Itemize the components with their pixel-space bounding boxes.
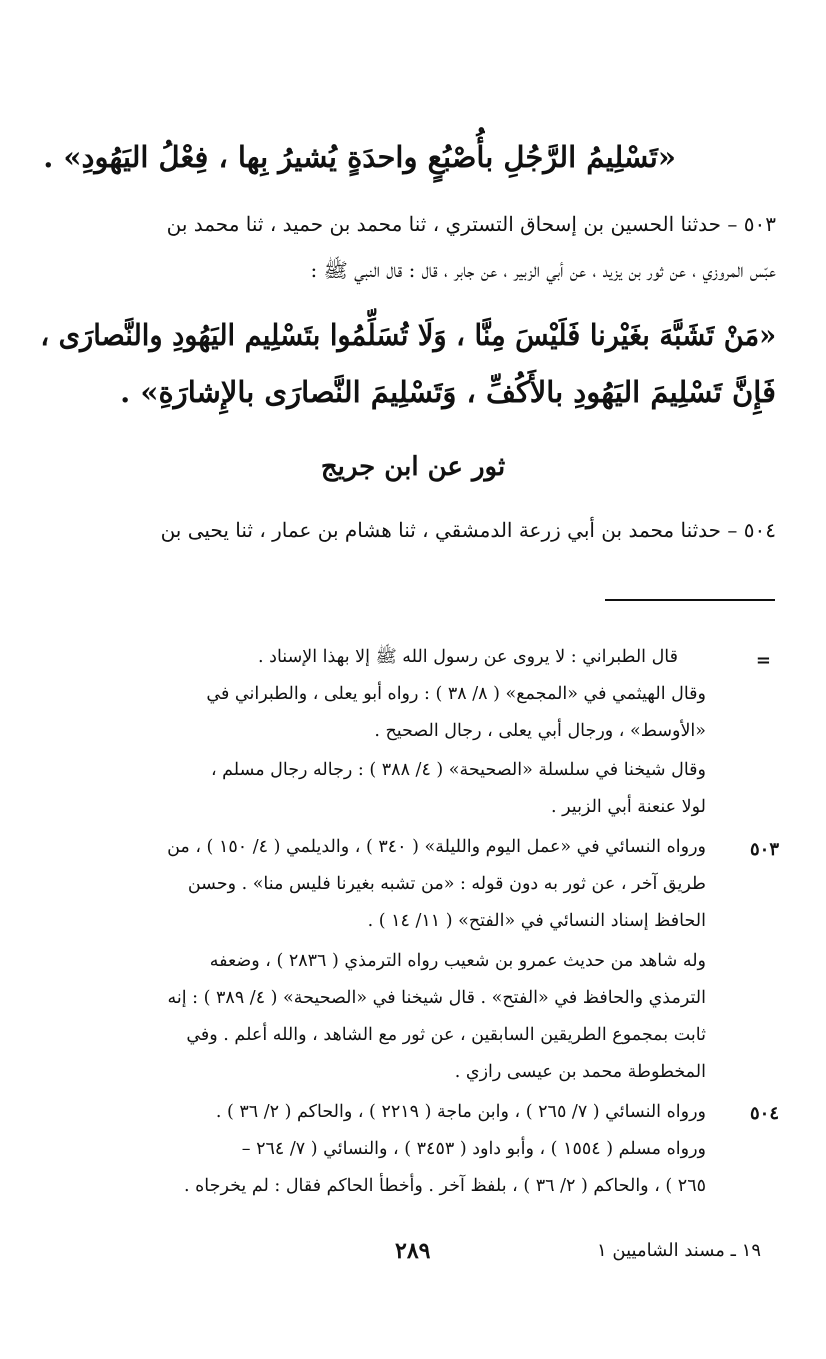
footnote-line: قال الطبراني : لا يروى عن رسول الله ﷺ إلا بهذا الإسناد . [258,647,678,667]
footnote-line: ورواه مسلم ( ١٥٥٤ ) ، وأبو داود ( ٣٤٥٣ ) ، والنسائي ( ٧/ ٢٦٤ – [241,1139,706,1159]
footnote-marker: ٥٠٤ [749,1103,779,1124]
footnote-line: وقال الهيثمي في «المجمع» ( ٨/ ٣٨ ) : رواه أبو يعلى ، والطبراني في [206,684,706,704]
page-number: ٢٨٩ [395,1238,431,1264]
footnote-line: وقال شيخنا في سلسلة «الصحيحة» ( ٤/ ٣٨٨ ) : رجاله رجال مسلم ، [210,760,706,780]
footnote-line: الحافظ إسناد النسائي في «الفتح» ( ١١/ ١٤ ) . [367,911,706,931]
footnote-line: ورواه النسائي ( ٧/ ٢٦٥ ) ، وابن ماجة ( ٢٢١٩ ) ، والحاكم ( ٢/ ٣٦ ) . [215,1102,706,1122]
footnote-line: «الأوسط» ، ورجال أبي يعلى ، رجال الصحيح . [374,721,706,741]
footnote-line: ثابت بمجموع الطريقين السابقين ، عن ثور مع الشاهد ، والله أعلم . وفي [186,1025,706,1045]
hadith-chain-line: ٥٠٤ – حدثنا محمد بن أبي زرعة الدمشقي ، ثنا هشام بن عمار ، ثنا يحيى بن [160,518,776,542]
hadith-chain-line: ٥٠٣ – حدثنا الحسين بن إسحاق التستري ، ثنا محمد بن حميد ، ثنا محمد بن [166,212,776,236]
hadith-text-line: «تَسْلِيمُ الرَّجُلِ بأُصْبُعٍ واحدَةٍ يُشيرُ بِها ، فِعْلُ اليَهُودِ» . [43,140,676,174]
hadith-text-line: فَإِنَّ تَسْلِيمَ اليَهُودِ بالأَكُفِّ ، وَتَسْلِيمَ النَّصارَى بالإِشارَةِ» . [120,375,776,409]
footnote-line: طريق آخر ، عن ثور به دون قوله : «من تشبه بغيرنا فليس منا» . وحسن [187,874,706,894]
footnote-line: ورواه النسائي في «عمل اليوم والليلة» ( ٣٤٠ ) ، والديلمي ( ٤/ ١٥٠ ) ، من [167,837,706,857]
footnote-line: لولا عنعنة أبي الزبير . [551,797,706,817]
signature-mark: ١٩ ـ مسند الشاميين ١ [597,1240,761,1261]
footnote-marker: = [755,650,771,671]
footnote-separator [605,599,775,601]
footnote-line: ٢٦٥ ) ، والحاكم ( ٢/ ٣٦ ) ، بلفظ آخر . وأخطأ الحاكم فقال : لم يخرجاه . [184,1176,706,1196]
hadith-chain-line: عبّس المروزي ، عن ثور بن يزيد ، عن أبي الزبير ، عن جابر ، قال : قال النبي ﷺ : [310,258,776,282]
hadith-text-line: «مَنْ تَشَبَّهَ بغَيْرنا فَلَيْسَ مِنَّا ، وَلَا تُسَلِّمُوا بتَسْلِيم اليَهُودِ والنَّصارَى ، [40,318,776,352]
footnote-marker: ٥٠٣ [749,839,779,860]
footnote-line: وله شاهد من حديث عمرو بن شعيب رواه الترمذي ( ٢٨٣٦ ) ، وضعفه [209,951,706,971]
section-heading: ثور عن ابن جريج [320,452,506,482]
footnote-line: الترمذي والحافظ في «الفتح» . قال شيخنا في «الصحيحة» ( ٤/ ٣٨٩ ) : إنه [167,988,706,1008]
footnote-line: المخطوطة محمد بن عيسى رازي . [454,1062,706,1082]
